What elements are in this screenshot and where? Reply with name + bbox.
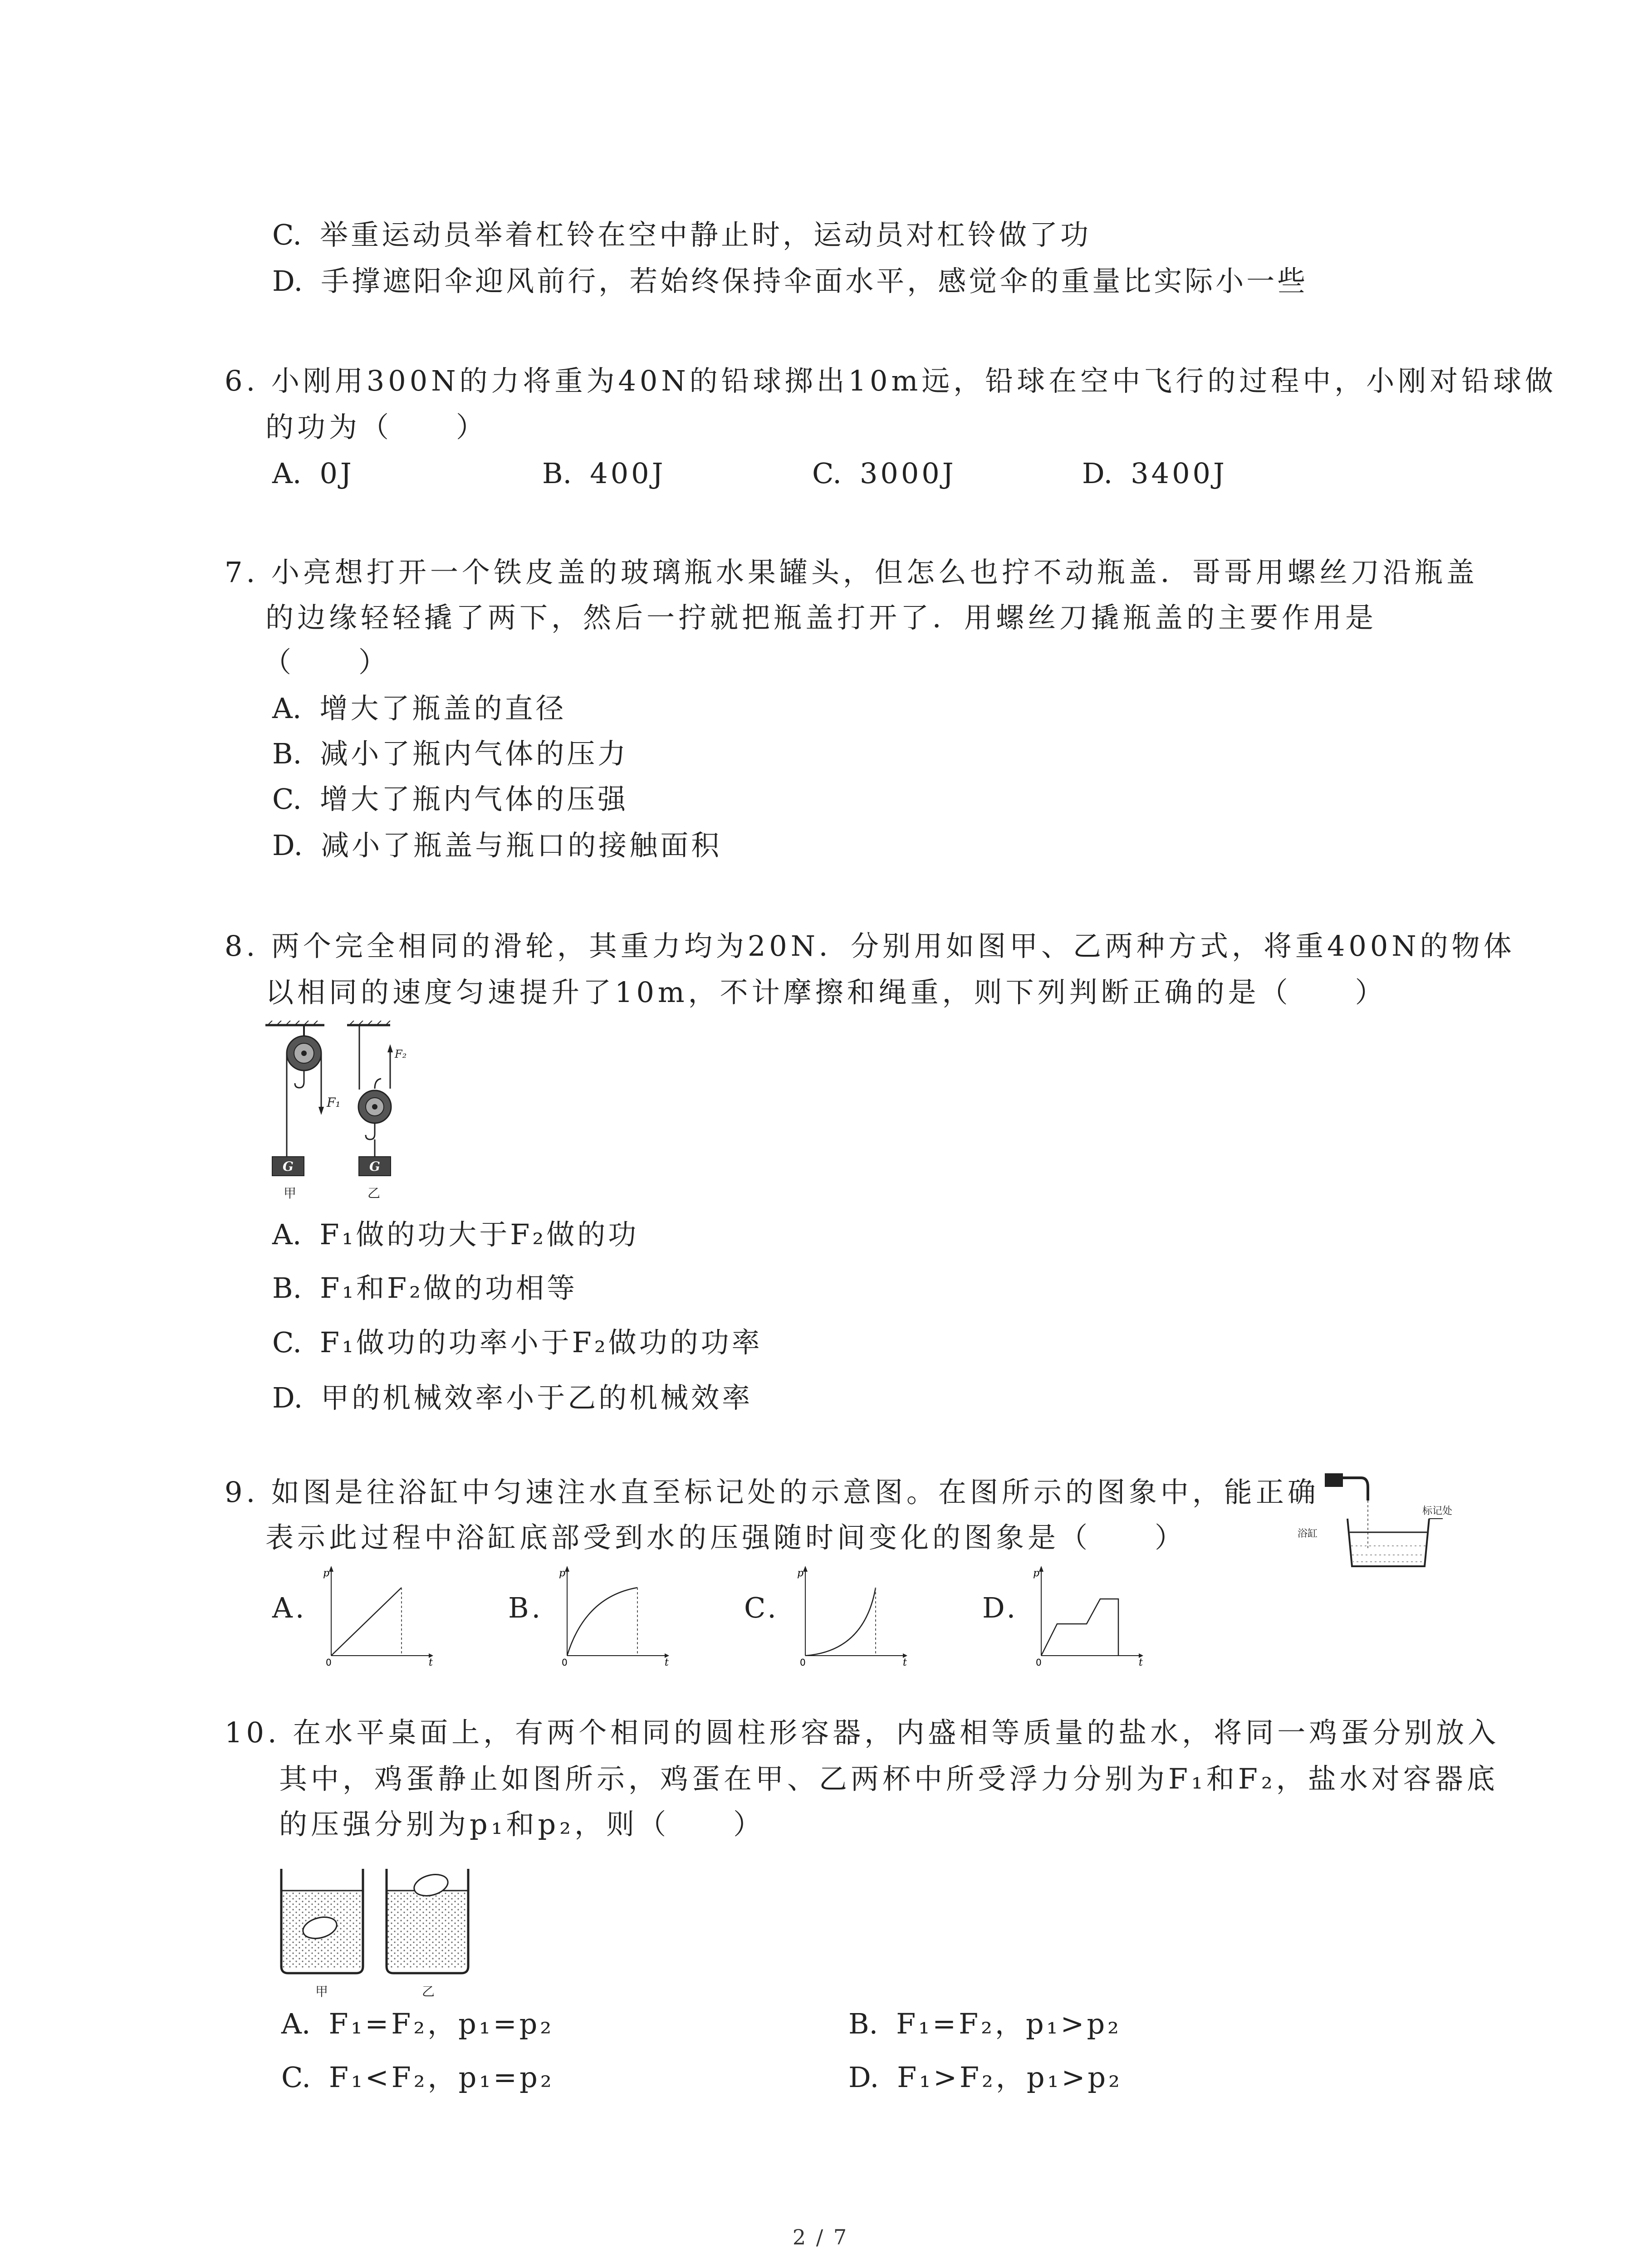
option-text: F₁做的功大于F₂做的功 xyxy=(319,1218,639,1251)
label-f1: F₁ xyxy=(327,1095,341,1110)
label-yi: 乙 xyxy=(367,1186,381,1201)
q6-option-a xyxy=(272,455,354,492)
q8-option-a xyxy=(272,1217,639,1253)
graph-c xyxy=(792,1560,910,1669)
option-text: 3000J xyxy=(859,457,956,490)
q7-option-a xyxy=(272,690,567,727)
option-text: 举重运动员举着杠铃在空中静止时，运动员对杠铃做了功 xyxy=(319,218,1091,251)
origin-label: 0 xyxy=(562,1657,568,1668)
page-number: 2 / 7 xyxy=(792,2225,849,2249)
ceiling-yi xyxy=(347,1021,390,1025)
curve xyxy=(331,1588,402,1656)
faucet-icon xyxy=(1325,1473,1343,1487)
curve xyxy=(1041,1599,1118,1656)
q7-stem-line3: （ ） xyxy=(263,645,391,679)
option-text: F₁<F₂，p₁=p₂ xyxy=(328,2061,554,2094)
origin-label: 0 xyxy=(800,1657,806,1668)
curve xyxy=(805,1588,876,1656)
axis-label-p: p xyxy=(323,1568,330,1579)
axis-label-p: p xyxy=(559,1568,566,1579)
q10-stem-line2: 其中，鸡蛋静止如图所示，鸡蛋在甲、乙两杯中所受浮力分别为F₁和F₂，盐水对容器底 xyxy=(279,1762,1499,1795)
option-label: B. xyxy=(542,457,572,490)
q10-option-a xyxy=(281,2006,554,2042)
q10-stem-line3: 的压强分别为p₁和p₂，则（ ） xyxy=(279,1808,765,1841)
option-label: B. xyxy=(272,1271,302,1305)
option-label: D. xyxy=(272,264,303,298)
axis-label-p: p xyxy=(1033,1568,1040,1579)
q10-stem-line1: 10. 在水平桌面上，有两个相同的圆柱形容器，内盛相等质量的盐水，将同一鸡蛋分别放入 xyxy=(225,1716,1500,1749)
q9-option-b-label: B. xyxy=(508,1591,544,1624)
arrow-f1 xyxy=(318,1107,324,1115)
q10-option-c xyxy=(281,2059,554,2096)
option-label: D. xyxy=(272,1381,303,1414)
q7-option-c xyxy=(272,781,628,817)
q6-option-d xyxy=(1082,455,1227,492)
option-label: C. xyxy=(272,1326,302,1359)
option-text: F₁>F₂，p₁>p₂ xyxy=(897,2061,1122,2094)
option-label: D. xyxy=(272,829,303,862)
q8-option-d xyxy=(272,1380,753,1416)
option-text: F₁和F₂做的功相等 xyxy=(320,1271,578,1305)
option-text: 手撑遮阳伞迎风前行，若始终保持伞面水平，感觉伞的重量比实际小一些 xyxy=(321,264,1308,298)
q8-stem-line1: 8. 两个完全相同的滑轮，其重力均为20N．分别用如图甲、乙两种方式，将重400N的物体 xyxy=(225,929,1515,963)
option-text: 0J xyxy=(319,457,354,490)
q10-option-d xyxy=(848,2059,1122,2096)
option-text: F₁=F₂，p₁>p₂ xyxy=(896,2007,1122,2040)
option-label: C. xyxy=(272,782,302,816)
q6-stem-line1: 6. 小刚用300N的力将重为40N的铅球掷出10m远，铅球在空中飞行的过程中，小刚对铅球做 xyxy=(225,364,1557,397)
q8-option-b xyxy=(272,1270,578,1306)
axis-label-t: t xyxy=(903,1657,907,1668)
graph-d xyxy=(1028,1560,1146,1669)
q5-option-d xyxy=(272,263,1308,299)
q5-option-c xyxy=(272,217,1091,253)
q7-stem-line1: 7. 小亮想打开一个铁皮盖的玻璃瓶水果罐头，但怎么也拧不动瓶盖．哥哥用螺丝刀沿瓶盖 xyxy=(225,556,1478,589)
axis-label-t: t xyxy=(429,1657,433,1668)
q9-option-d-label: D. xyxy=(982,1591,1019,1624)
option-text: F₁=F₂，p₁=p₂ xyxy=(328,2007,554,2040)
q9-option-c-label: C. xyxy=(744,1591,779,1624)
option-text: 增大了瓶盖的直径 xyxy=(319,692,567,725)
ceiling-jia xyxy=(265,1021,324,1025)
option-label: A. xyxy=(272,692,302,725)
bathtub-figure xyxy=(1293,1469,1465,1573)
q9-stem-line1: 9. 如图是往浴缸中匀速注水直至标记处的示意图。在图所示的图象中，能正确 xyxy=(225,1476,1319,1509)
option-label: C. xyxy=(812,457,842,490)
q6-option-c xyxy=(812,455,956,492)
option-text: 3400J xyxy=(1131,457,1227,490)
option-text: 400J xyxy=(590,457,666,490)
origin-label: 0 xyxy=(1036,1657,1042,1668)
option-label: D. xyxy=(1082,457,1113,490)
option-label: A. xyxy=(281,2007,311,2040)
origin-label: 0 xyxy=(326,1657,332,1668)
q7-stem-line2: 的边缘轻轻撬了两下，然后一拧就把瓶盖打开了．用螺丝刀撬瓶盖的主要作用是 xyxy=(265,601,1377,634)
q10-option-b xyxy=(848,2006,1122,2042)
axis-label-t: t xyxy=(665,1657,669,1668)
q6-stem-line2: 的功为（ ） xyxy=(265,411,488,444)
label-jia: 甲 xyxy=(315,1984,328,1999)
q6-option-b xyxy=(542,455,666,492)
option-label: C. xyxy=(272,218,302,251)
option-label: A. xyxy=(272,457,302,490)
option-label: C. xyxy=(281,2061,311,2094)
q7-option-d xyxy=(272,827,722,864)
q8-option-c xyxy=(272,1325,763,1361)
curve xyxy=(567,1588,637,1656)
q9-stem-line2: 表示此过程中浴缸底部受到水的压强随时间变化的图象是（ ） xyxy=(265,1521,1187,1554)
option-text: 减小了瓶内气体的压力 xyxy=(320,737,629,770)
axis-label-t: t xyxy=(1139,1657,1143,1668)
label-tub: 浴缸 xyxy=(1298,1528,1318,1540)
axis-label-p: p xyxy=(797,1568,804,1579)
cup-jia xyxy=(281,1869,363,1999)
label-yi: 乙 xyxy=(422,1984,435,1999)
option-label: B. xyxy=(272,737,302,770)
q9-option-a-label: A. xyxy=(272,1591,307,1624)
graph-a xyxy=(318,1560,436,1669)
weight-label: G xyxy=(283,1159,294,1174)
bathtub xyxy=(1347,1519,1429,1566)
option-text: F₁做功的功率小于F₂做功的功率 xyxy=(319,1326,763,1359)
cup-yi xyxy=(387,1869,468,1999)
option-text: 减小了瓶盖与瓶口的接触面积 xyxy=(321,829,722,862)
arrow-f2 xyxy=(387,1044,393,1052)
q8-stem-line2: 以相同的速度匀速提升了10m，不计摩擦和绳重，则下列判断正确的是（ ） xyxy=(265,976,1387,1009)
label-jia: 甲 xyxy=(284,1186,297,1201)
pulley-figure xyxy=(259,1021,449,1207)
cups-figure xyxy=(272,1864,481,2000)
option-label: A. xyxy=(272,1218,302,1251)
graph-b xyxy=(554,1560,671,1669)
weight-label: G xyxy=(369,1159,380,1174)
option-text: 增大了瓶内气体的压强 xyxy=(319,782,628,816)
label-f2: F₂ xyxy=(395,1048,407,1061)
option-label: D. xyxy=(848,2061,879,2094)
q7-option-b xyxy=(272,736,628,772)
option-label: B. xyxy=(848,2007,878,2040)
option-text: 甲的机械效率小于乙的机械效率 xyxy=(321,1381,753,1414)
label-mark: 标记处 xyxy=(1422,1505,1453,1517)
